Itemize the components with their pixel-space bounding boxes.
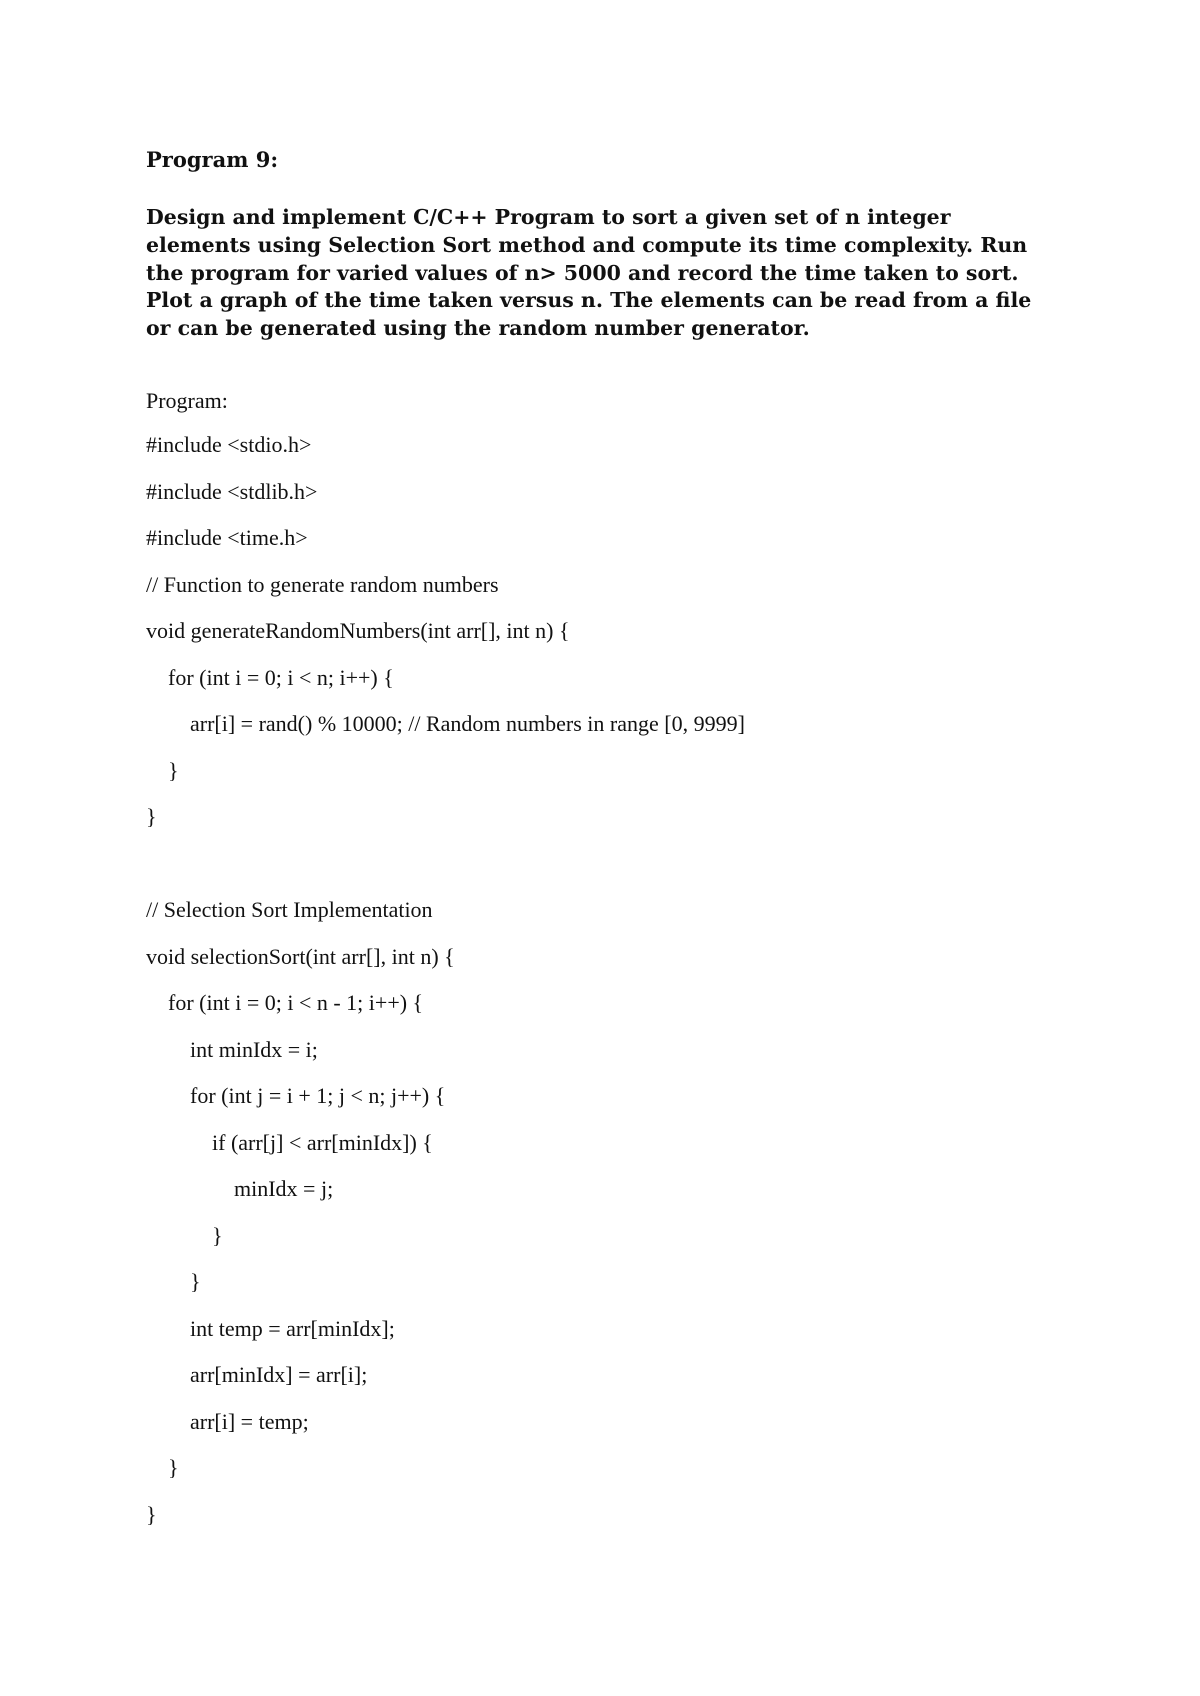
code-line: } <box>146 1222 223 1248</box>
code-line: } <box>146 1269 201 1294</box>
code-line <box>146 849 745 896</box>
code-line: for (int i = 0; i < n; i++) { <box>146 664 394 690</box>
task-description: Design and implement C/C++ Program to sort a given set of n integer elements using Selection Sort method and compute its time complexity. Run the program for varied values of n> 5000 and record the time taken to sort. Plot a graph of the time taken versus n. The elements can be read from a file or can be generated using the random number generator. <box>146 205 1032 341</box>
code-line: arr[i] = temp; <box>146 1408 309 1434</box>
code-line: for (int j = i + 1; j < n; j++) { <box>146 1083 446 1108</box>
code-line: arr[i] = rand() % 10000; // Random numbers in range [0, 9999] <box>146 711 745 736</box>
code-line: #include <stdio.h> <box>146 432 312 457</box>
code-line: int minIdx = i; <box>146 1036 318 1062</box>
code-line: void generateRandomNumbers(int arr[], int n) { <box>146 618 570 643</box>
code-line: #include <stdlib.h> <box>146 478 318 504</box>
code-listing <box>146 430 745 1546</box>
code-line: } <box>146 1501 157 1527</box>
code-line: } <box>146 757 179 783</box>
code-line: arr[minIdx] = arr[i]; <box>146 1362 368 1387</box>
code-line: void selectionSort(int arr[], int n) { <box>146 943 455 969</box>
code-line: } <box>146 1455 179 1480</box>
code-line: // Selection Sort Implementation <box>146 897 433 922</box>
code-line: if (arr[j] < arr[minIdx]) { <box>146 1129 433 1155</box>
program-label: Program: <box>146 388 228 413</box>
code-line: minIdx = j; <box>146 1176 334 1201</box>
program-heading: Program 9: <box>146 147 279 172</box>
code-line: #include <time.h> <box>146 525 308 550</box>
code-line: for (int i = 0; i < n - 1; i++) { <box>146 990 424 1015</box>
code-line: // Function to generate random numbers <box>146 571 499 597</box>
code-line: int temp = arr[minIdx]; <box>146 1315 395 1341</box>
code-line: } <box>146 804 157 829</box>
